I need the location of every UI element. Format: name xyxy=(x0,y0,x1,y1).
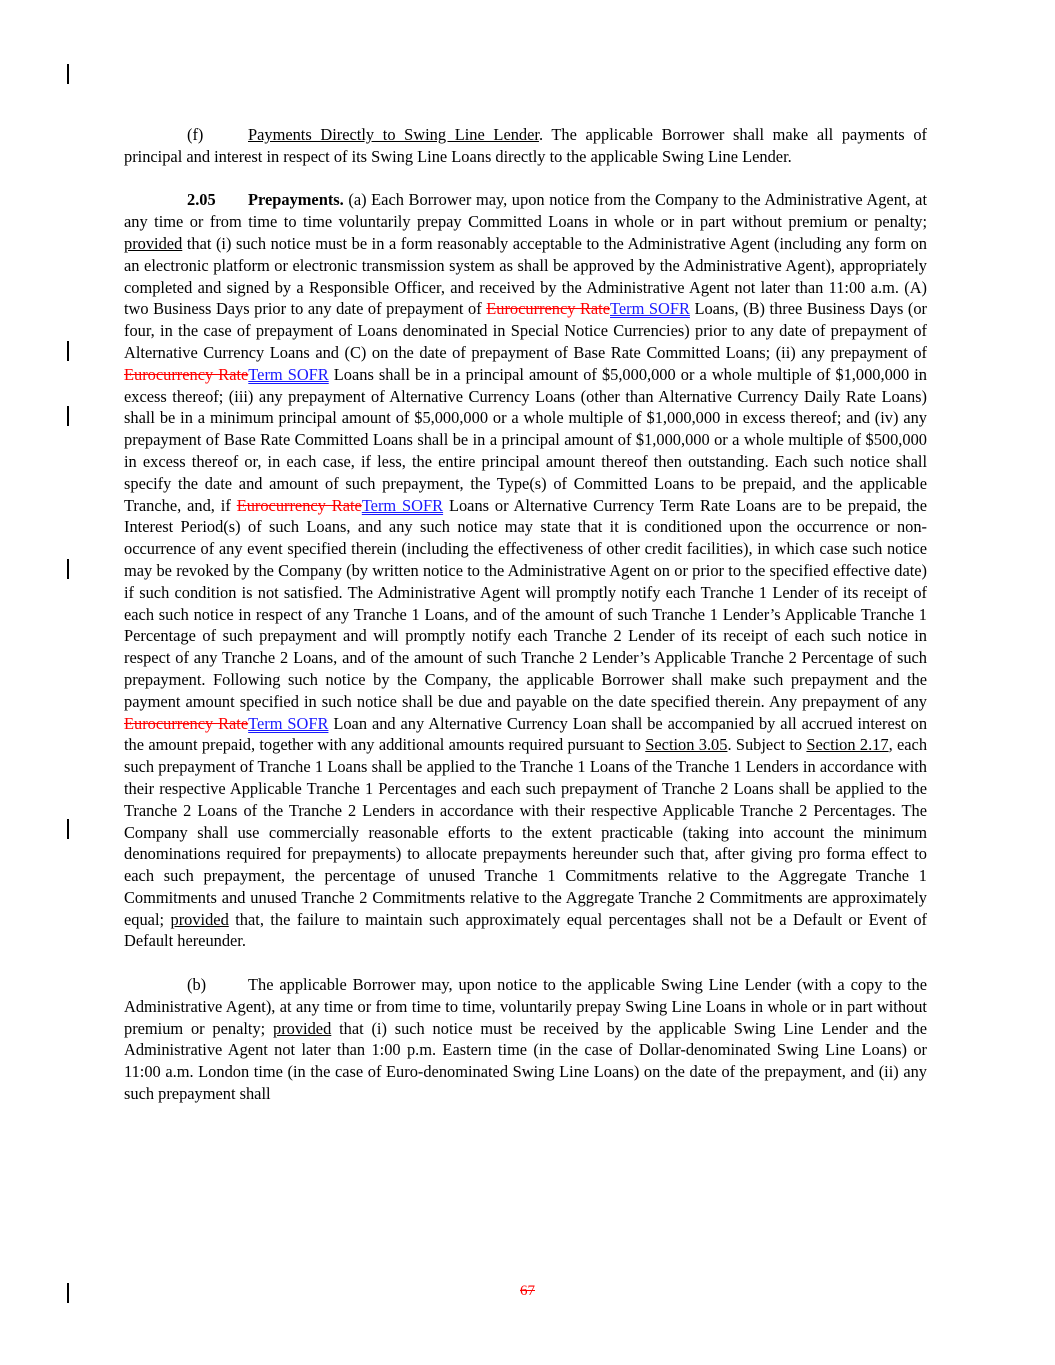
paragraph-f xyxy=(124,124,927,168)
change-bar xyxy=(67,64,69,84)
inserted-text: Term SOFR xyxy=(248,364,329,384)
provided-term: provided xyxy=(124,233,183,253)
section-number: 2.05 xyxy=(187,190,216,210)
change-bar xyxy=(67,341,69,361)
section-text: Loan and any Alternative Currency Loan shall be accompanied by all accrued interest on the amount prepaid, together with any additional amounts required pursuant to xyxy=(124,713,928,755)
deleted-text: Eurocurrency Rate xyxy=(124,713,249,733)
section-text: , each such prepayment of Tranche 1 Loans shall be applied to the Tranche 1 Loans of the Tranche 1 Lenders in accordance with their respective Applicable Tranche 1 Percentages and each such prepayment of Tranche 2 Loans shall be applied to the Tranche 2 Loans of the Tranche 2 Lenders in accordance with their respective Applicable Tranche 2 Percentages. The Company shall use commercially reasonable efforts to the extent practicable (taking into account the minimum denominations required for prepayments) to allocate prepayments hereunder such that, after giving pro forma effect to each such prepayment, the percentage of unused Tranche 1 Commitments relative to the Aggregate Tranche 1 Commitments and unused Tranche 2 Commitments relative to the Aggregate Tranche 2 Commitments are approximately equal; xyxy=(124,735,928,929)
provided-term: provided xyxy=(170,909,229,929)
deleted-text: Eurocurrency Rate xyxy=(236,495,362,515)
inserted-text: Term SOFR xyxy=(610,299,690,319)
section-text: Loans shall be in a principal amount of $5,000,000 or a whole multiple of $1,000,000 in excess thereof; (iii) any prepayment of Alternative Currency Loans (other than Alternative Currency Daily Rate Loans) shall be in a minimum principal amount of $5,000,000 or a whole multiple of $1,000,000 in excess thereof; and (iv) any prepayment of Base Rate Committed Loans shall be in a principal amount of $1,000,000 or a whole multiple of $500,000 in excess thereof or, in each case, if less, the entire principal amount thereof then outstanding. Each such notice shall specify the date and amount of such prepayment, the Type(s) of Committed Loans to be prepaid, and the applicable Tranche, and, if xyxy=(124,364,927,515)
section-text: that (i) such notice must be in a form reasonably acceptable to the Administrative Agent (including any form on an electronic platform or electronic transmission system as shall be approved by the Administrative Agent), appropriately completed and signed by a Responsible Officer, and received by the Administrative Agent not later than 11:00 a.m. (A) two Business Days prior to any date of prepayment of xyxy=(124,233,927,319)
paragraph-f-text: . The applicable Borrower shall make all payments of principal and interest in respect of its Swing Line Loans directly to the applicable Swing Line Lender. xyxy=(124,125,927,166)
section-text: Loans, (B) three Business Days (or four, in the case of prepayment of Loans denominated in Special Notice Currencies) prior to any date of prepayment of Alternative Currency Loans and (C) on the date of prepayment of Base Rate Committed Loans; (ii) any prepayment of xyxy=(124,299,927,362)
paragraph-b-text: that (i) such notice must be received by the applicable Swing Line Lender and the Administrative Agent not later than 1:00 p.m. Eastern time (in the case of Dollar-denominated Swing Line Loans) or 11:00 a.m. London time (in the case of Euro-denominated Swing Line Loans) on the date of the prepayment, and (ii) any such prepayment shall xyxy=(124,1018,927,1104)
inserted-text: Term SOFR xyxy=(248,713,329,733)
section-text: . Subject to xyxy=(727,735,807,755)
paragraph-b-label: (b) xyxy=(187,975,207,995)
section-reference: Section 3.05 xyxy=(645,735,728,755)
paragraph-b xyxy=(124,974,927,1105)
deleted-text: Eurocurrency Rate xyxy=(124,364,249,384)
change-bar xyxy=(67,406,69,426)
section-text: that, the failure to maintain such approximately equal percentages shall not be a Default or Event of Default hereunder. xyxy=(124,909,927,951)
section-2-05 xyxy=(124,189,927,952)
page-number: 67 xyxy=(520,1283,535,1299)
change-bar xyxy=(67,819,69,839)
document-body xyxy=(124,124,927,1127)
provided-term: provided xyxy=(273,1018,332,1038)
paragraph-f-heading: Payments Directly to Swing Line Lender xyxy=(248,125,539,144)
inserted-text: Term SOFR xyxy=(361,495,444,515)
paragraph-b-text: The applicable Borrower may, upon notice to the applicable Swing Line Lender (with a copy to the Administrative Agent), at any time or from time to time, voluntarily prepay Swing Line Loans in whole or in part without premium or penalty; xyxy=(124,975,927,1038)
paragraph-f-label: (f) xyxy=(187,125,204,144)
section-text: (a) Each Borrower may, upon notice from the Company to the Administrative Agent, at any time or from time to time voluntarily prepay Committed Loans in whole or in part without premium or penalty; xyxy=(124,190,927,232)
deleted-text: Eurocurrency Rate xyxy=(486,299,610,319)
section-title: Prepayments. xyxy=(248,190,344,210)
change-bar xyxy=(67,559,69,579)
section-text: Loans or Alternative Currency Term Rate Loans are to be prepaid, the Interest Period(s) of such Loans, and any such notice may state that it is conditioned upon the occurrence or non-occurrence of any event specified therein (including the effectiveness of other credit facilities), in which case such notice may be revoked by the Company (by written notice to the Administrative Agent on or prior to the specified effective date) if such condition is not satisfied. The Administrative Agent will promptly notify each Tranche 1 Lender of its receipt of each such notice in respect of any Tranche 1 Loans, and of the amount of such Tranche 1 Lender’s Applicable Tranche 1 Percentage of such prepayment and will promptly notify each Tranche 2 Lender of its receipt of each such notice in respect of any Tranche 2 Loans, and of the amount of such Tranche 2 Lender’s Applicable Tranche 2 Percentage of such prepayment. Following such notice by the Company, the applicable Borrower shall make such prepayment and the payment amount specified in such notice shall be due and payable on the date specified therein. Any prepayment of any xyxy=(124,495,927,711)
section-reference: Section 2.17 xyxy=(806,735,889,755)
